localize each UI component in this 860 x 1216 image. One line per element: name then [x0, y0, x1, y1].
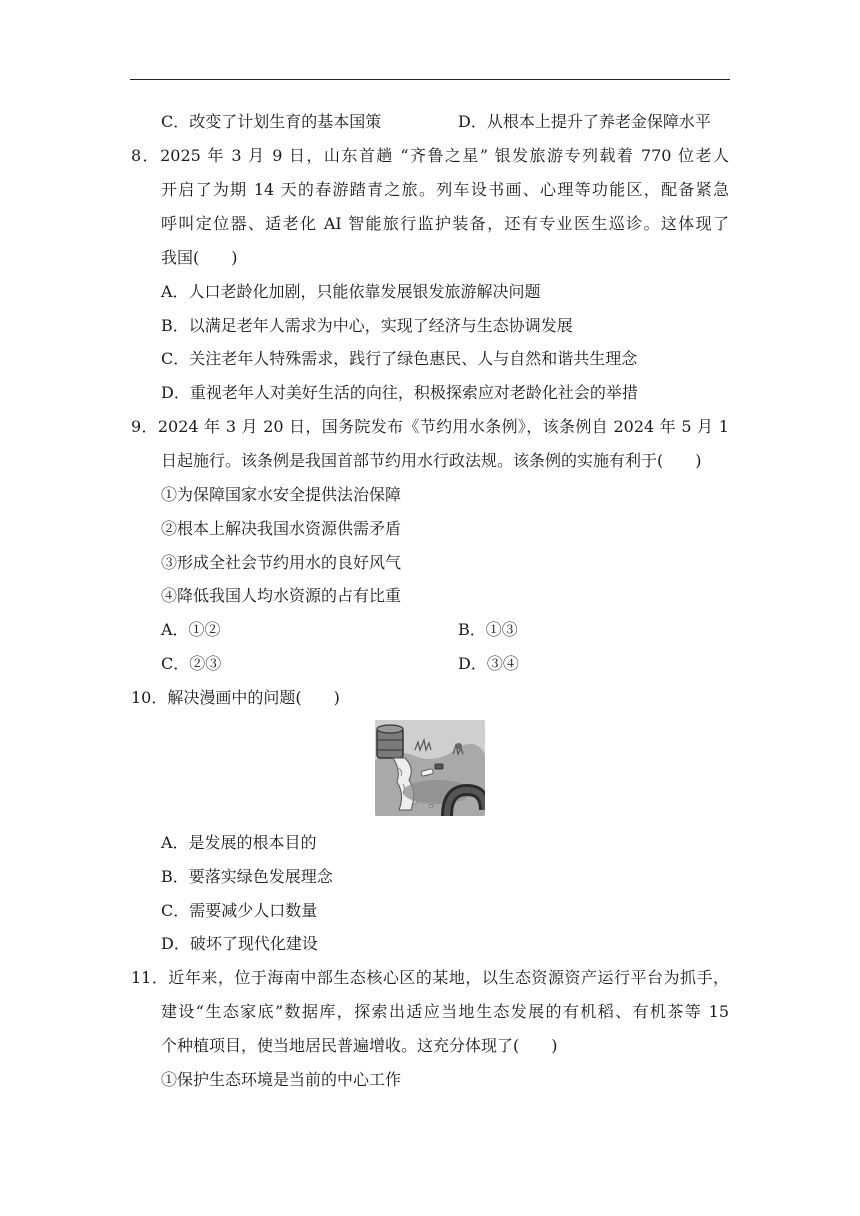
q7-option-d[interactable]: D．从根本上提升了养老金保障水平	[458, 112, 711, 131]
q9-option-a[interactable]: A．①②	[161, 620, 221, 639]
q11-stem-line-1: 11．近年来，位于海南中部生态核心区的某地，以生态资源资产运行平台为抓手，	[131, 968, 729, 987]
q9-option-c[interactable]: C．②③	[161, 654, 222, 673]
pollution-cartoon-image	[375, 720, 485, 816]
q9-statement-3: ③形成全社会节约用水的良好风气	[161, 553, 402, 572]
q8-option-b[interactable]: B．以满足老年人需求为中心，实现了经济与生态协调发展	[161, 316, 573, 335]
q9-statement-4: ④降低我国人均水资源的占有比重	[161, 586, 402, 605]
q10-option-b[interactable]: B．要落实绿色发展理念	[161, 867, 333, 886]
q9-option-b[interactable]: B．①③	[458, 620, 518, 639]
q10-option-d[interactable]: D．破坏了现代化建设	[161, 934, 318, 953]
q11-statement-1: ①保护生态环境是当前的中心工作	[161, 1070, 402, 1089]
q9-statement-1: ①为保障国家水安全提供法治保障	[161, 485, 402, 504]
q8-stem-line-3: 呼叫定位器、适老化 AI 智能旅行监护装备，还有专业医生巡诊。这体现了	[161, 214, 729, 233]
q8-option-c[interactable]: C．关注老年人特殊需求，践行了绿色惠民、人与自然和谐共生理念	[161, 349, 638, 368]
q10-stem: 10．解决漫画中的问题( )	[131, 688, 340, 707]
q10-option-c[interactable]: C．需要减少人口数量	[161, 901, 318, 920]
q8-option-a[interactable]: A．人口老龄化加剧，只能依靠发展银发旅游解决问题	[161, 282, 541, 301]
q9-stem-line-1: 9．2024 年 3 月 20 日，国务院发布《节约用水条例》，该条例自 2024 年 5 月 1	[131, 417, 729, 436]
q9-statement-2: ②根本上解决我国水资源供需矛盾	[161, 519, 402, 538]
q9-option-d[interactable]: D．③④	[458, 654, 519, 673]
q11-stem-line-3: 个种植项目，使当地居民普遍增收。这充分体现了( )	[161, 1036, 558, 1055]
q7-option-c[interactable]: C．改变了计划生育的基本国策	[161, 112, 382, 131]
q11-stem-line-2: 建设“生态家底”数据库，探索出适应当地生态发展的有机稻、有机茶等 15	[161, 1002, 729, 1021]
q9-stem-line-2: 日起施行。该条例是我国首部节约用水行政法规。该条例的实施有利于( )	[161, 451, 702, 470]
q8-stem-line-4: 我国( )	[161, 248, 238, 267]
q8-stem-line-2: 开启了为期 14 天的春游踏青之旅。列车设书画、心理等功能区，配备紧急	[161, 180, 729, 199]
q10-option-a[interactable]: A．是发展的根本目的	[161, 833, 317, 852]
pollution-cartoon	[375, 720, 485, 816]
header-rule	[130, 79, 730, 80]
q8-option-d[interactable]: D．重视老年人对美好生活的向往，积极探索应对老龄化社会的举措	[161, 383, 638, 402]
q8-stem-line-1: 8．2025 年 3 月 9 日，山东首趟 “齐鲁之星” 银发旅游专列载着 770 位老人	[131, 146, 729, 165]
